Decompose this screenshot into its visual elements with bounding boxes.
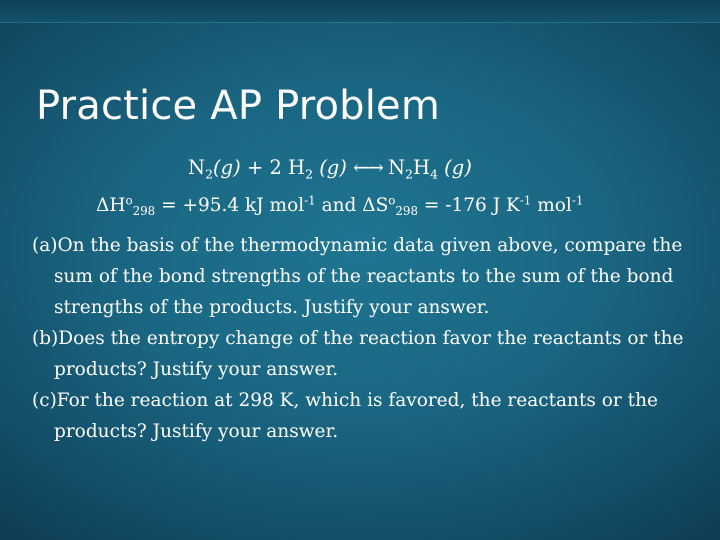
entropy-kelvin-exponent: -1 [519, 193, 532, 208]
reactant-nitrogen-subscript: 2 [205, 166, 213, 182]
reactant-hydrogen-phase: (g) [313, 156, 354, 179]
product-hydrogen-subscript: 4 [430, 166, 438, 182]
enthalpy-symbol: ΔH [96, 195, 126, 216]
question-c: (c)For the reaction at 298 K, which is favored, the reactants or the products? Justify your answer. [32, 390, 658, 442]
entropy-standard-degree: o [388, 193, 396, 208]
reaction-equation [188, 156, 472, 182]
product-hydrogen-symbol: H [413, 156, 431, 179]
top-band [0, 0, 720, 22]
product-nitrogen-symbol: N [381, 156, 406, 179]
question-b: (b)Does the entropy change of the reaction favor the reactants or the products? Justify your answer. [32, 328, 684, 380]
reactant-hydrogen-subscript: 2 [305, 166, 313, 182]
reactant-nitrogen-phase: (g) [213, 156, 241, 179]
product-phase: (g) [437, 156, 472, 179]
enthalpy-standard-degree: o [125, 193, 133, 208]
product-nitrogen-subscript: 2 [405, 166, 413, 182]
entropy-temperature: 298 [395, 204, 418, 219]
slide-title: Practice AP Problem [36, 83, 441, 129]
enthalpy-temperature: 298 [132, 204, 156, 219]
enthalpy-value: = +95.4 kJ mol [155, 195, 305, 216]
reactant-hydrogen-symbol: + 2 H [240, 156, 306, 179]
entropy-mol-unit: mol [531, 195, 572, 216]
entropy-value: = -176 J K [417, 195, 520, 216]
entropy-symbol: and ΔS [315, 195, 389, 216]
reactant-nitrogen-symbol: N [188, 156, 206, 179]
top-band-divider [0, 22, 720, 23]
equilibrium-arrow-icon: ←→ [353, 156, 382, 179]
question-a: (a)On the basis of the thermodynamic data given above, compare the sum of the bond strengths of the reactants to the sum of the bond strengths of the products. Justify your answer. [32, 235, 683, 318]
thermodynamic-data [96, 193, 584, 219]
entropy-mol-exponent: -1 [571, 193, 584, 208]
question-list [32, 230, 692, 447]
enthalpy-unit-exponent: -1 [304, 193, 316, 208]
